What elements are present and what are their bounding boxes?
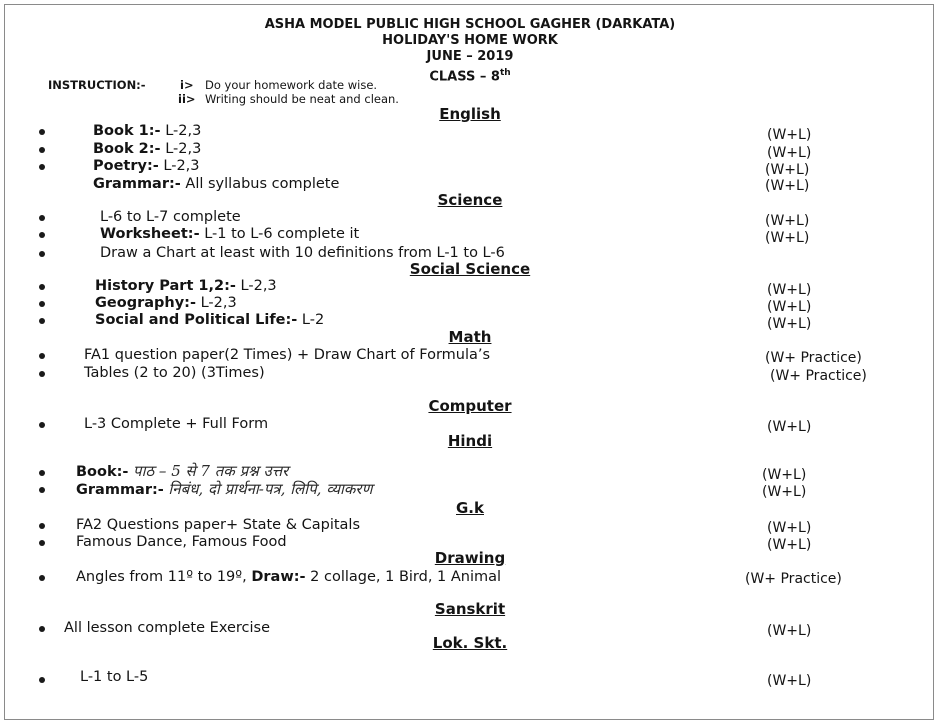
- class-superscript: th: [499, 68, 511, 78]
- instruction-text: Writing should be neat and clean.: [205, 92, 399, 106]
- bullet: [39, 626, 45, 632]
- mode-label: (W+L): [765, 213, 810, 229]
- bullet: [39, 301, 45, 307]
- item-text: L-3 Complete + Full Form: [84, 416, 269, 432]
- heading-drawing: Drawing: [434, 549, 506, 567]
- list-item: [93, 157, 200, 175]
- heading-math: Math: [448, 328, 492, 346]
- mode-label: (W+ Practice): [765, 350, 862, 366]
- mode-label: (W+L): [767, 282, 812, 298]
- school-name: ASHA MODEL PUBLIC HIGH SCHOOL GAGHER (DARKATA): [264, 17, 676, 32]
- bullet: [39, 523, 45, 529]
- bullet: [39, 422, 45, 428]
- mode-label: (W+L): [767, 673, 812, 689]
- mode-label: (W+L): [765, 230, 810, 246]
- item-text: Draw a Chart at least with 10 definitions from L-1 to L-6: [100, 245, 505, 261]
- item-text: FA1 question paper(2 Times) + Draw Chart of Formula’s: [84, 347, 491, 363]
- list-item: [84, 346, 490, 364]
- mode-label: (W+L): [765, 162, 810, 178]
- item-label: Book 1:-: [93, 123, 161, 139]
- bullet: [39, 318, 45, 324]
- item-text: L-2,3: [200, 295, 237, 311]
- heading-computer: Computer: [428, 397, 512, 415]
- list-item: [93, 122, 201, 140]
- list-item: [76, 568, 501, 586]
- list-item: [100, 225, 359, 243]
- item-text: All lesson complete Exercise: [64, 620, 270, 636]
- list-item: [95, 277, 277, 295]
- heading-science: Science: [437, 191, 503, 209]
- item-label: Grammar:-: [93, 176, 181, 192]
- instruction-text: Do your homework date wise.: [205, 78, 378, 92]
- item-label: Worksheet:-: [100, 226, 200, 242]
- list-item: [76, 480, 372, 499]
- list-item: [76, 462, 288, 481]
- item-text: L-2,3: [165, 141, 202, 157]
- mode-label: (W+L): [767, 127, 812, 143]
- bullet: [39, 540, 45, 546]
- item-text: Famous Dance, Famous Food: [76, 534, 287, 550]
- list-item: [76, 516, 360, 534]
- mode-label: (W+L): [767, 145, 812, 161]
- list-item: [95, 311, 324, 329]
- list-item: [84, 415, 268, 433]
- item-label: History Part 1,2:-: [95, 278, 236, 294]
- mode-label: (W+L): [765, 178, 810, 194]
- instruction-number: ii>: [178, 92, 196, 106]
- heading-gk: G.k: [456, 499, 484, 517]
- heading-sanskrit: Sanskrit: [434, 600, 506, 618]
- month-year: JUNE – 2019: [426, 49, 514, 64]
- item-text: L-2: [301, 312, 325, 328]
- heading-hindi: Hindi: [447, 432, 493, 450]
- bullet: [39, 487, 45, 493]
- list-item: [80, 668, 148, 686]
- item-label: Geography:-: [95, 295, 196, 311]
- bullet: [39, 129, 45, 135]
- item-label: Book:-: [76, 464, 129, 480]
- item-text: L-2,3: [240, 278, 277, 294]
- mode-label: (W+ Practice): [745, 571, 842, 587]
- heading-lok-skt: Lok. Skt.: [432, 634, 508, 652]
- mode-label: (W+L): [767, 520, 812, 536]
- instruction-number: i>: [180, 78, 194, 92]
- item-text: FA2 Questions paper+ State & Capitals: [76, 517, 361, 533]
- mode-label: (W+L): [762, 467, 807, 483]
- item-label: Grammar:-: [76, 482, 164, 498]
- item-label: Book 2:-: [93, 141, 161, 157]
- item-text: 2 collage, 1 Bird, 1 Animal: [310, 569, 502, 585]
- list-item: [93, 175, 339, 193]
- list-item: [93, 140, 201, 158]
- item-text: L-1 to L-5: [80, 669, 149, 685]
- heading-english: English: [439, 105, 501, 123]
- list-item: [100, 208, 241, 226]
- bullet: [39, 147, 45, 153]
- list-item: [84, 364, 265, 382]
- bullet: [39, 371, 45, 377]
- item-label: Poetry:-: [93, 158, 159, 174]
- mode-label: (W+L): [767, 419, 812, 435]
- item-label: Draw:-: [251, 569, 306, 585]
- item-text: Tables (2 to 20) (3Times): [84, 365, 265, 381]
- item-text: L-1 to L-6 complete it: [204, 226, 360, 242]
- bullet: [39, 470, 45, 476]
- bullet: [39, 353, 45, 359]
- list-item: [76, 533, 287, 551]
- bullet: [39, 164, 45, 170]
- bullet: [39, 215, 45, 221]
- item-text: L-2,3: [163, 158, 200, 174]
- bullet: [39, 575, 45, 581]
- bullet: [39, 284, 45, 290]
- list-item: [95, 294, 237, 312]
- handwritten-text: निबंध, दो प्रार्थना-पत्र, लिपि, व्याकरण: [168, 480, 373, 498]
- item-text: L-6 to L-7 complete: [100, 209, 241, 225]
- item-text: L-2,3: [165, 123, 202, 139]
- mode-label: (W+ Practice): [770, 368, 867, 384]
- class-text: CLASS – 8: [429, 69, 500, 85]
- item-text: All syllabus complete: [185, 176, 340, 192]
- heading-social-science: Social Science: [409, 260, 531, 278]
- mode-label: (W+L): [767, 299, 812, 315]
- handwritten-text: पाठ – 5 से 7 तक प्रश्न उत्तर: [133, 462, 289, 480]
- bullet: [39, 677, 45, 683]
- mode-label: (W+L): [762, 484, 807, 500]
- instruction-label: INSTRUCTION:-: [48, 78, 146, 92]
- bullet: [39, 232, 45, 238]
- mode-label: (W+L): [767, 623, 812, 639]
- item-label: Social and Political Life:-: [95, 312, 298, 328]
- item-text: Angles from 11º to 19º,: [76, 569, 247, 585]
- bullet: [39, 251, 45, 257]
- document-title: HOLIDAY'S HOME WORK: [382, 33, 558, 48]
- mode-label: (W+L): [767, 316, 812, 332]
- mode-label: (W+L): [767, 537, 812, 553]
